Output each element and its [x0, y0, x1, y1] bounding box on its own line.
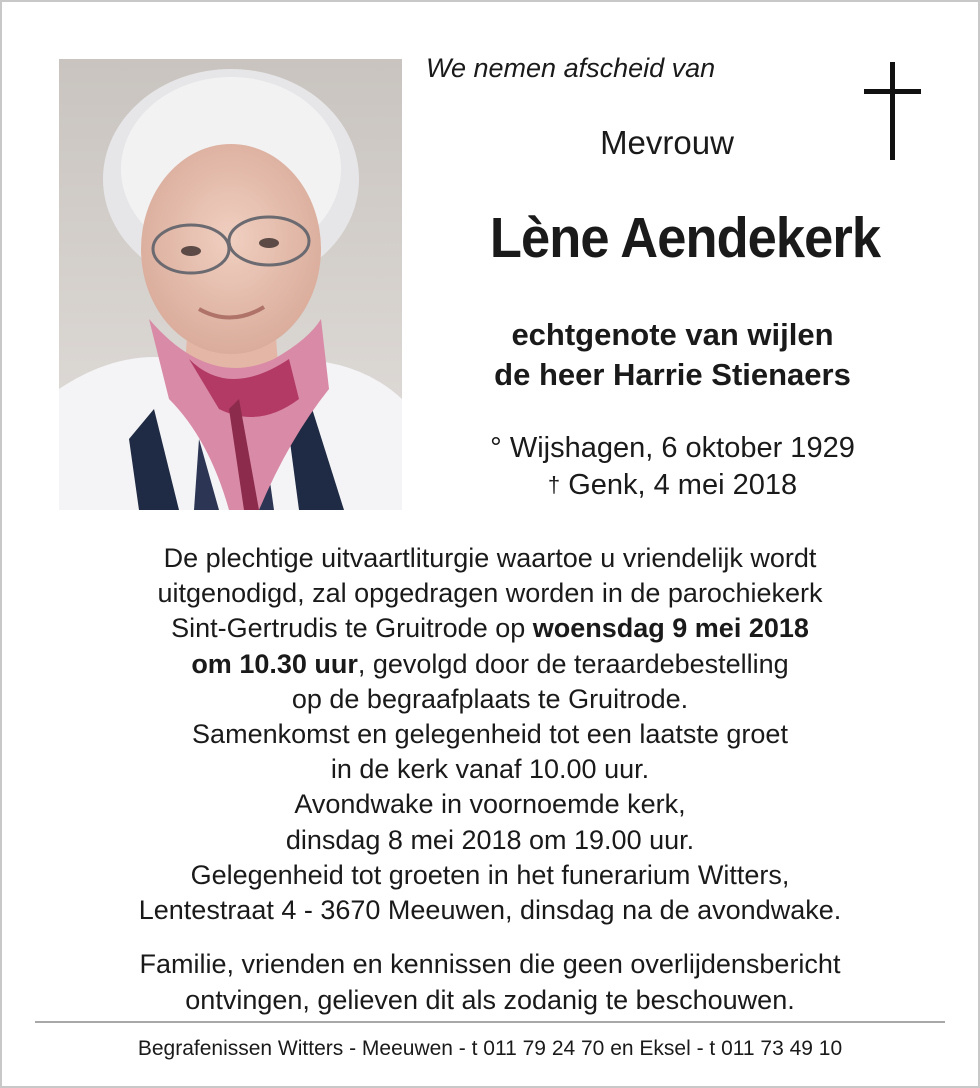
- service-date: woensdag 9 mei 2018: [532, 613, 809, 644]
- family-note: [40, 947, 940, 1018]
- service-line: dinsdag 8 mei 2018 om 19.00 uur.: [285, 824, 695, 855]
- portrait-illustration: [59, 59, 402, 510]
- spouse-line-1: echtgenote van wijlen: [511, 317, 834, 352]
- honorific: Mevrouw: [600, 124, 734, 161]
- family-note-line: ontvingen, gelieven dit als zodanig te beschouwen.: [185, 984, 795, 1015]
- dagger-icon: †: [547, 472, 561, 497]
- death-date: Genk, 4 mei 2018: [568, 469, 798, 501]
- family-note-line: Familie, vrienden en kennissen die geen overlijdensbericht: [139, 949, 841, 979]
- deceased-name: Lène Aendekerk: [489, 206, 881, 270]
- portrait-photo: [59, 59, 402, 510]
- service-time: om 10.30 uur: [191, 648, 358, 679]
- life-dates: [440, 430, 905, 505]
- funeral-home-footer: Begrafenissen Witters - Meeuwen - t 011 79 24 70 en Eksel - t 011 73 49 10: [137, 1037, 843, 1060]
- spouse-line-2: de heer Harrie Stienaers: [494, 357, 851, 392]
- church-text: Sint-Gertrudis te Gruitrode op: [171, 613, 533, 644]
- footer-divider: [35, 1021, 945, 1023]
- service-line: Avondwake in voornoemde kerk,: [294, 789, 686, 820]
- service-line: op de begraafplaats te Gruitrode.: [291, 683, 689, 714]
- service-line: Lentestraat 4 - 3670 Meeuwen, dinsdag na de avondwake.: [138, 895, 842, 926]
- service-line: uitgenodigd, zal opgedragen worden in de parochiekerk: [157, 578, 823, 609]
- service-line: in de kerk vanaf 10.00 uur.: [330, 754, 650, 785]
- farewell-intro: We nemen afscheid van: [426, 53, 716, 83]
- service-line: De plechtige uitvaartliturgie waartoe u vriendelijk wordt: [163, 543, 817, 573]
- service-line: Gelegenheid tot groeten in het funerarium Witters,: [190, 859, 790, 890]
- service-details: [40, 541, 940, 928]
- latin-cross-icon: [864, 62, 922, 167]
- service-line: [40, 611, 940, 646]
- birth-date: ° Wijshagen, 6 oktober 1929: [490, 432, 855, 464]
- burial-text: , gevolgd door de teraardebestelling: [357, 648, 789, 679]
- spouse-info: [420, 315, 925, 395]
- death-date-line: [440, 467, 905, 505]
- service-line: Samenkomst en gelegenheid tot een laatste groet: [192, 719, 788, 750]
- service-line: [40, 647, 940, 682]
